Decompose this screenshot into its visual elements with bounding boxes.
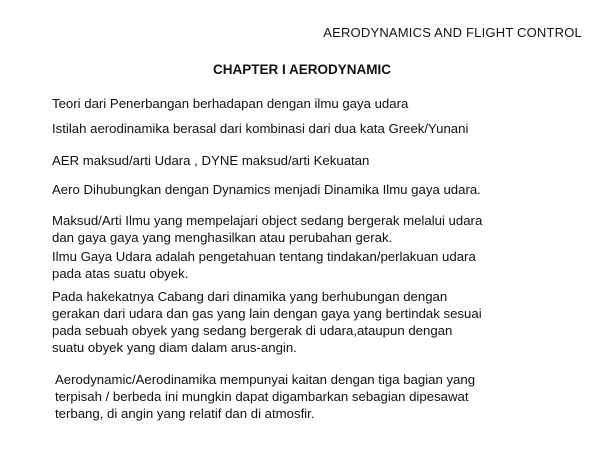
chapter-title	[0, 62, 600, 77]
paragraph-4: Aero Dihubungkan dengan Dynamics menjadi Dinamika Ilmu gaya udara.	[52, 182, 481, 197]
paragraph-1: Teori dari Penerbangan berhadapan dengan ilmu gaya udara	[52, 96, 409, 111]
paragraph-7: Pada hakekatnya Cabang dari dinamika yang berhubungan dengan gerakan dari udara dan gas yang lain dengan gaya yang bertindak sesuai pada sebuah obyek yang sedang bergerak di udara,ataupun dengan suatu obyek yang diam dalam arus-angin.	[52, 289, 482, 355]
paragraph-2: Istilah aerodinamika berasal dari kombinasi dari dua kata Greek/Yunani	[52, 121, 469, 136]
paragraph-8: Aerodynamic/Aerodinamika mempunyai kaitan dengan tiga bagian yang terpisah / berbeda ini mungkin dapat digambarkan sebagian dipesawat terbang, di angin yang relatif dan di atmosfir.	[55, 372, 476, 421]
paragraph-6: Ilmu Gaya Udara adalah pengetahuan tentang tindakan/perlakuan udara pada atas suatu obyek.	[52, 249, 476, 281]
paragraph-5: Maksud/Arti Ilmu yang mempelajari object sedang bergerak melalui udara dan gaya gaya yang menghasilkan atau perubahan gerak.	[52, 213, 483, 245]
paragraph-3: AER maksud/arti Udara , DYNE maksud/arti Kekuatan	[52, 153, 370, 168]
running-header: AERODYNAMICS AND FLIGHT CONTROL	[323, 25, 582, 40]
chapter-title-text: CHAPTER I AERODYNAMIC	[212, 62, 391, 77]
